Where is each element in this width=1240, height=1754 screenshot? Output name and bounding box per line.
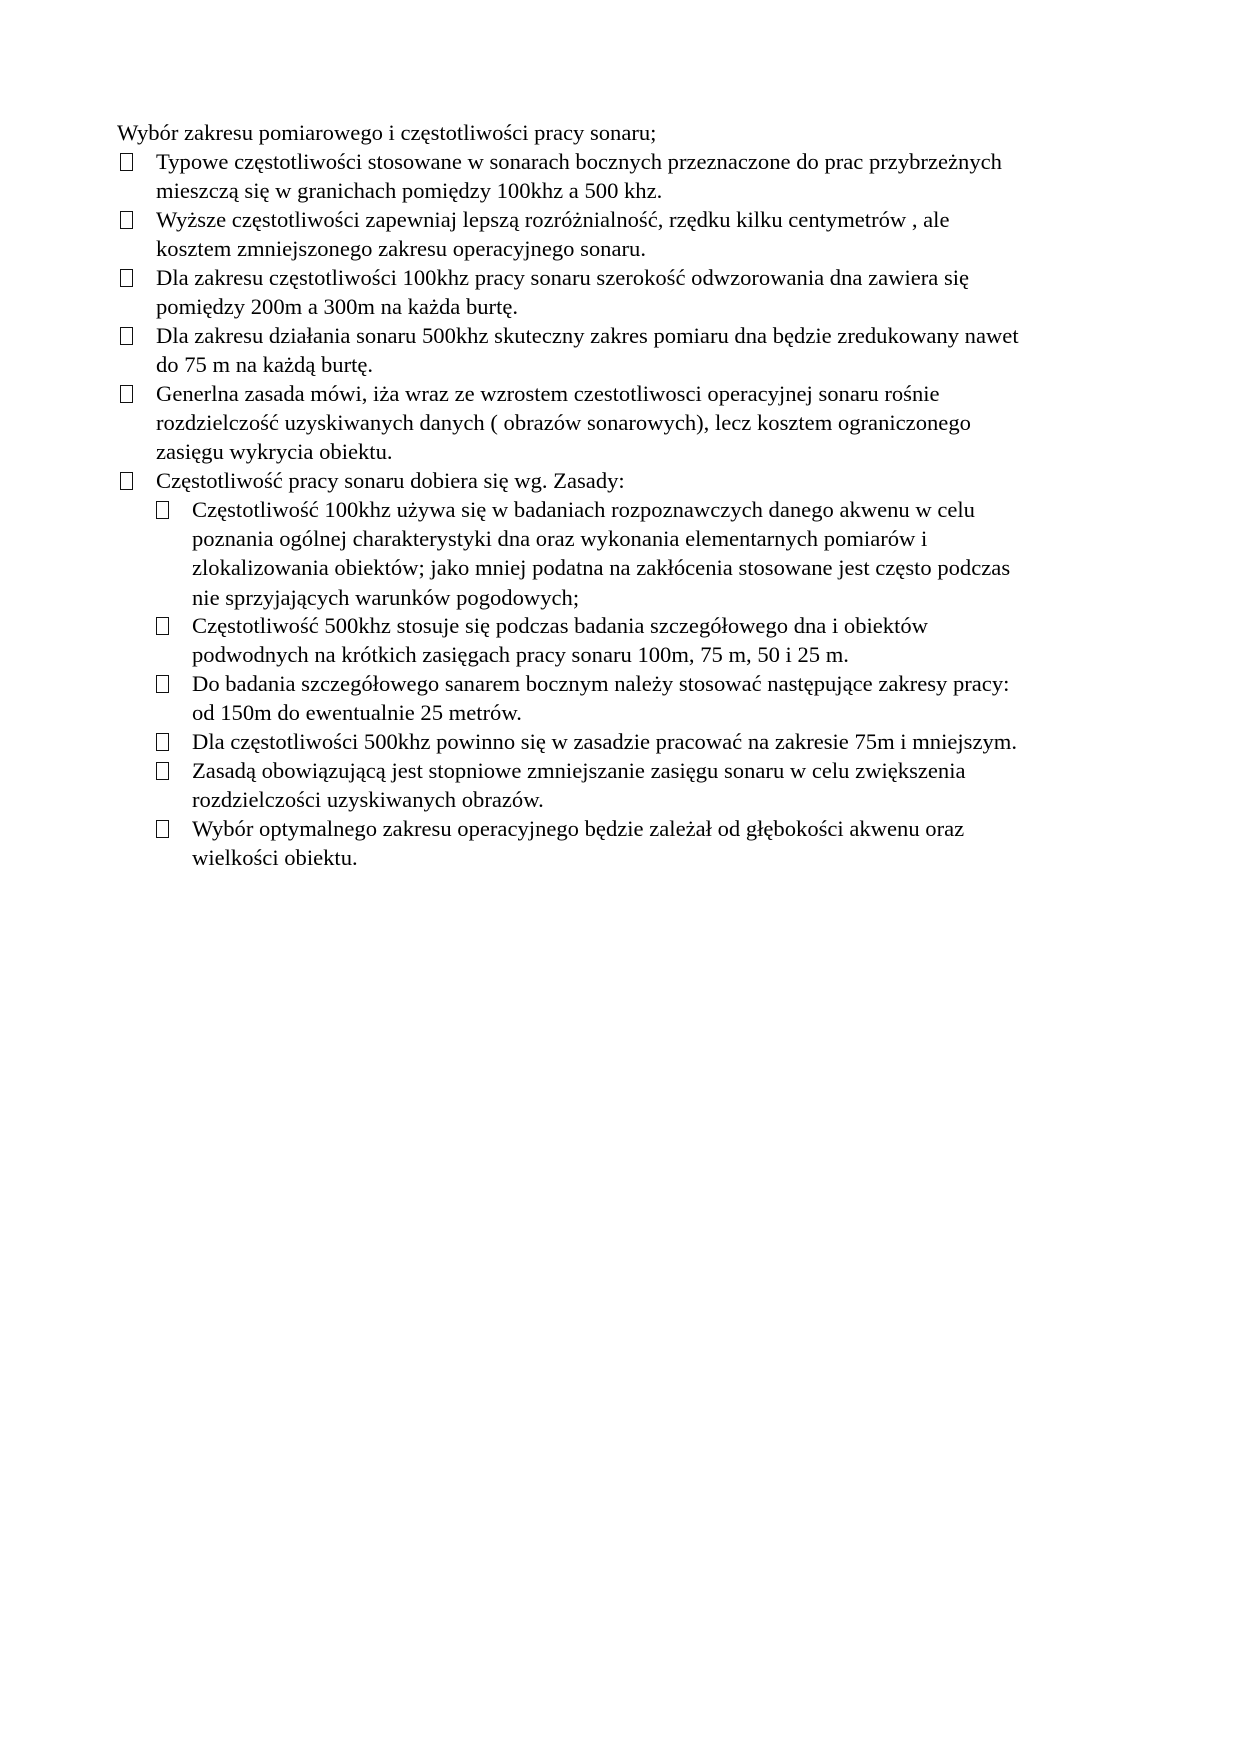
checkbox-bullet-icon: [120, 472, 133, 490]
checkbox-bullet-icon: [120, 211, 133, 229]
checkbox-bullet-icon: [120, 153, 133, 171]
bullet-item: [120, 205, 1115, 263]
bullet-item-text: Dla zakresu częstotliwości 100khz pracy sonaru szerokość odwzorowania dna zawiera się pomiędzy 200m a 300m na każda burtę.: [156, 265, 970, 320]
document-title: Wybór zakresu pomiarowego i częstotliwości pracy sonaru;: [117, 120, 657, 145]
sub-bullet-item-text: Częstotliwość 100khz używa się w badaniach rozpoznawczych danego akwenu w celu poznania ogólnej charakterystyki dna oraz wykonania elementarnych pomiarów i zlokalizowania obiektów; jako mniej podatna na zakłócenia stosowane jest często podczas nie sprzyjających warunków pogodowych;: [192, 497, 1011, 610]
checkbox-bullet-icon: [120, 385, 133, 403]
sub-bullet-item-text: Wybór optymalnego zakresu operacyjnego będzie zależał od głębokości akwenu oraz wielkości obiektu.: [192, 816, 965, 871]
sub-bullet-item-text: Dla częstotliwości 500khz powinno się w zasadzie pracować na zakresie 75m i mniejszym.: [192, 729, 1018, 754]
bullet-item-text: Generlna zasada mówi, iża wraz ze wzrostem czestotliwosci operacyjnej sonaru rośnie rozdzielczość uzyskiwanych danych ( obrazów sonarowych), lecz kosztem ograniczonego zasięgu wykrycia obiektu.: [156, 381, 971, 465]
sub-bullet-item: [156, 669, 1116, 727]
bullet-item-text: Wyższe częstotliwości zapewniaj lepszą rozróżnialność, rzędku kilku centymetrów , ale kosztem zmniejszonego zakresu operacyjnego sonaru.: [156, 207, 950, 262]
bullet-item: [120, 147, 1115, 205]
bullet-item-text: Dla zakresu działania sonaru 500khz skuteczny zakres pomiaru dna będzie zredukowany nawet do 75 m na każdą burtę.: [156, 323, 1019, 378]
checkbox-bullet-icon: [156, 617, 169, 635]
sub-bullet-item: [156, 495, 1116, 612]
checkbox-bullet-icon: [120, 327, 133, 345]
checkbox-bullet-icon: [120, 269, 133, 287]
bullet-item: [120, 321, 1115, 379]
bullet-item-text: Częstotliwość pracy sonaru dobiera się wg. Zasady:: [156, 468, 625, 493]
sub-bullet-item-text: Do badania szczegółowego sanarem bocznym należy stosować następujące zakresy pracy: od 150m do ewentualnie 25 metrów.: [192, 671, 1010, 726]
checkbox-bullet-icon: [156, 820, 169, 838]
bullet-item-text: Typowe częstotliwości stosowane w sonarach bocznych przeznaczone do prac przybrzeżnych mieszczą się w granichach pomiędzy 100khz a 500 khz.: [156, 149, 1002, 204]
sub-bullet-item-text: Częstotliwość 500khz stosuje się podczas badania szczegółowego dna i obiektów podwodnych na krótkich zasięgach pracy sonaru 100m, 75 m, 50 i 25 m.: [192, 613, 928, 668]
checkbox-bullet-icon: [156, 501, 169, 519]
sub-bullet-item: [156, 727, 1116, 756]
checkbox-bullet-icon: [156, 733, 169, 751]
sub-bullet-item-text: Zasadą obowiązującą jest stopniowe zmniejszanie zasięgu sonaru w celu zwiększenia rozdzielczości uzyskiwanych obrazów.: [192, 758, 966, 813]
sub-bullet-item: [156, 814, 1116, 872]
checkbox-bullet-icon: [156, 675, 169, 693]
bullet-item: [120, 466, 1115, 495]
sub-bullet-item: [156, 756, 1116, 814]
sub-bullet-item: [156, 611, 1116, 669]
bullet-item: [120, 263, 1115, 321]
checkbox-bullet-icon: [156, 762, 169, 780]
bullet-item: [120, 379, 1115, 467]
